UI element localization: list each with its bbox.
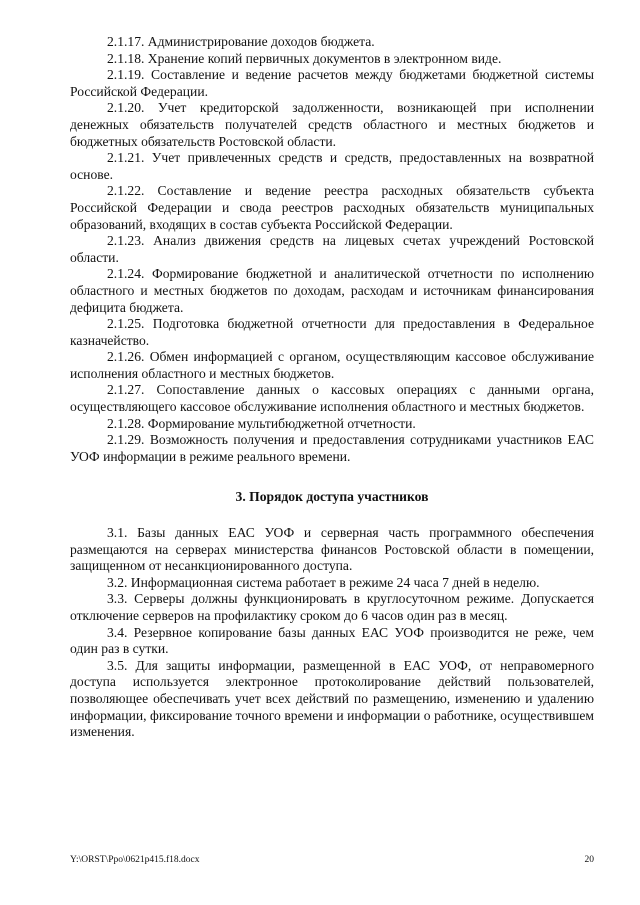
paragraph-2-1-19: 2.1.19. Составление и ведение расчетов между бюджетами бюджетной системы Российской Федерации. bbox=[70, 67, 594, 99]
paragraph-2-1-25: 2.1.25. Подготовка бюджетной отчетности для предоставления в Федеральное казначейство. bbox=[70, 316, 594, 348]
paragraph-3-4: 3.4. Резервное копирование базы данных ЕАС УОФ производится не реже, чем один раз в сутки. bbox=[70, 624, 594, 657]
paragraph-2-1-26: 2.1.26. Обмен информацией с органом, осуществляющим кассовое обслуживание исполнения областного и местных бюджетов. bbox=[70, 349, 594, 381]
section-3-title: 3. Порядок доступа участников bbox=[235, 489, 429, 505]
paragraph-3-1: 3.1. Базы данных ЕАС УОФ и серверная часть программного обеспечения размещаются на серверах министерства финансов Ростовской области в помещении, защищенном от несанкционированного доступа. bbox=[70, 525, 594, 574]
paragraph-2-1-22: 2.1.22. Составление и ведение реестра расходных обязательств субъекта Российской Федерации и свода реестров расходных обязательств муниципальных образований, входящих в состав субъекта Российской Федерации. bbox=[70, 183, 594, 232]
paragraph-2-1-23: 2.1.23. Анализ движения средств на лицевых счетах учреждений Ростовской области. bbox=[70, 233, 594, 265]
footer-file-path: Y:\ORST\Ppo\0621p415.f18.docx bbox=[70, 855, 200, 865]
section-2-items bbox=[70, 34, 594, 465]
paragraph-2-1-24: 2.1.24. Формирование бюджетной и аналитической отчетности по исполнению областного и местных бюджетов по доходам, расходам и источникам финансирования дефицита бюджета. bbox=[70, 266, 594, 315]
paragraph-2-1-29: 2.1.29. Возможность получения и предоставления сотрудниками участников ЕАС УОФ информации в режиме реального времени. bbox=[70, 432, 594, 464]
paragraph-2-1-27: 2.1.27. Сопоставление данных о кассовых операциях с данными органа, осуществляющего кассовое обслуживание исполнения областного и местных бюджетов. bbox=[70, 382, 594, 415]
paragraph-2-1-20: 2.1.20. Учет кредиторской задолженности, возникающей при исполнении денежных обязательств получателей средств областного и местных бюджетов и бюджетных обязательств Ростовской области. bbox=[70, 100, 594, 149]
section-3-items bbox=[70, 525, 594, 741]
paragraph-2-1-28: 2.1.28. Формирование мультибюджетной отчетности. bbox=[107, 415, 416, 431]
footer-page-number: 20 bbox=[584, 855, 594, 865]
paragraph-2-1-17: 2.1.17. Администрирование доходов бюджета. bbox=[107, 34, 375, 49]
document-page bbox=[70, 34, 594, 741]
paragraph-2-1-21: 2.1.21. Учет привлеченных средств и средств, предоставленных на возвратной основе. bbox=[70, 150, 594, 182]
paragraph-3-3: 3.3. Серверы должны функционировать в круглосуточном режиме. Допускается отключение серверов на профилактику сроком до 6 часов один раз в месяц. bbox=[70, 591, 594, 623]
paragraph-3-5: 3.5. Для защиты информации, размещенной в ЕАС УОФ, от неправомерного доступа используется электронное протоколирование действий пользователей, позволяющее обеспечивать учет всех действий по размещению, изменению и удалению информации, фиксирование точного времени и информации о работнике, осуществившем изменения. bbox=[70, 657, 594, 740]
paragraph-2-1-18: 2.1.18. Хранение копий первичных документов в электронном виде. bbox=[107, 50, 502, 66]
paragraph-3-2: 3.2. Информационная система работает в режиме 24 часа 7 дней в неделю. bbox=[107, 574, 540, 590]
